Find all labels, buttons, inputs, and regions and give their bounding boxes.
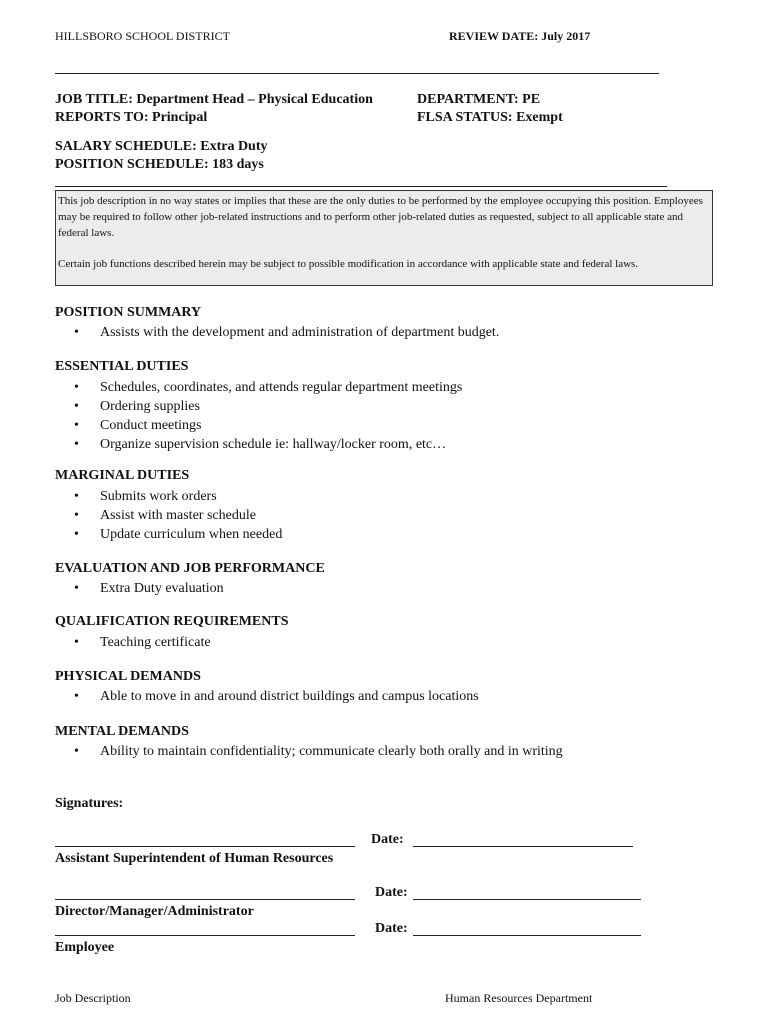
date-label: Date: <box>375 885 408 900</box>
list-item: • Ability to maintain confidentiality; communicate clearly both orally and in writing <box>74 742 563 761</box>
job-info-rule <box>55 186 667 187</box>
date-label: Date: <box>375 921 408 936</box>
section-title-evaluation: EVALUATION AND JOB PERFORMANCE <box>55 561 325 576</box>
list-item: • Extra Duty evaluation <box>74 579 224 598</box>
signatures-title: Signatures: <box>55 796 124 811</box>
position-summary-list <box>74 323 499 342</box>
section-title-physical-demands: PHYSICAL DEMANDS <box>55 669 201 684</box>
list-item: • Organize supervision schedule ie: hallway/locker room, etc… <box>74 435 462 454</box>
job-title: JOB TITLE: Department Head – Physical Education <box>55 92 373 107</box>
section-title-mental-demands: MENTAL DEMANDS <box>55 724 189 739</box>
disclaimer-text: This job description in no way states or implies that these are the only duties to be performed by the employee occupying this position. Employees may be required to follow other job-related instructions and to perform other job-related duties as requested, subject to all applicable state and federal laws. <box>58 195 703 239</box>
list-item: • Teaching certificate <box>74 633 211 652</box>
footer-right: Human Resources Department <box>445 991 593 1005</box>
footer-left: Job Description <box>55 991 131 1005</box>
review-date: REVIEW DATE: July 2017 <box>449 29 591 43</box>
evaluation-list <box>74 579 224 598</box>
section-title-marginal-duties: MARGINAL DUTIES <box>55 468 190 483</box>
date-line <box>413 846 633 847</box>
list-item: • Ordering supplies <box>74 397 462 416</box>
reports-to: REPORTS TO: Principal <box>55 110 208 125</box>
role-director: Director/Manager/Administrator <box>55 904 254 919</box>
date-label: Date: <box>371 832 404 847</box>
department: DEPARTMENT: PE <box>417 92 541 107</box>
section-title-position-summary: POSITION SUMMARY <box>55 305 202 320</box>
role-employee: Employee <box>55 940 115 955</box>
disclaimer-box <box>55 190 713 286</box>
section-title-qualification: QUALIFICATION REQUIREMENTS <box>55 614 289 629</box>
position-schedule: POSITION SCHEDULE: 183 days <box>55 157 264 172</box>
list-item: • Schedules, coordinates, and attends regular department meetings <box>74 378 462 397</box>
salary-schedule: SALARY SCHEDULE: Extra Duty <box>55 139 268 154</box>
qualification-list <box>74 633 211 652</box>
signature-line-director <box>55 899 355 900</box>
mental-demands-list <box>74 742 563 761</box>
district-name: HILLSBORO SCHOOL DISTRICT <box>55 29 230 43</box>
list-item: • Able to move in and around district buildings and campus locations <box>74 687 479 706</box>
physical-demands-list <box>74 687 479 706</box>
modification-text: Certain job functions described herein may be subject to possible modification in accordance with applicable state and federal laws. <box>58 258 639 270</box>
essential-duties-list <box>74 378 462 454</box>
signature-line-assistant-superintendent <box>55 846 355 847</box>
date-line <box>413 935 641 936</box>
role-assistant-superintendent: Assistant Superintendent of Human Resources <box>55 851 334 866</box>
list-item: • Conduct meetings <box>74 416 462 435</box>
section-title-essential-duties: ESSENTIAL DUTIES <box>55 359 189 374</box>
list-item: • Assist with master schedule <box>74 506 282 525</box>
list-item: • Update curriculum when needed <box>74 525 282 544</box>
date-line <box>413 899 641 900</box>
list-item: • Assists with the development and administration of department budget. <box>74 323 499 342</box>
signature-line-employee <box>55 935 355 936</box>
list-item: • Submits work orders <box>74 487 282 506</box>
flsa-status: FLSA STATUS: Exempt <box>417 110 563 125</box>
header-rule <box>55 73 659 74</box>
marginal-duties-list <box>74 487 282 544</box>
